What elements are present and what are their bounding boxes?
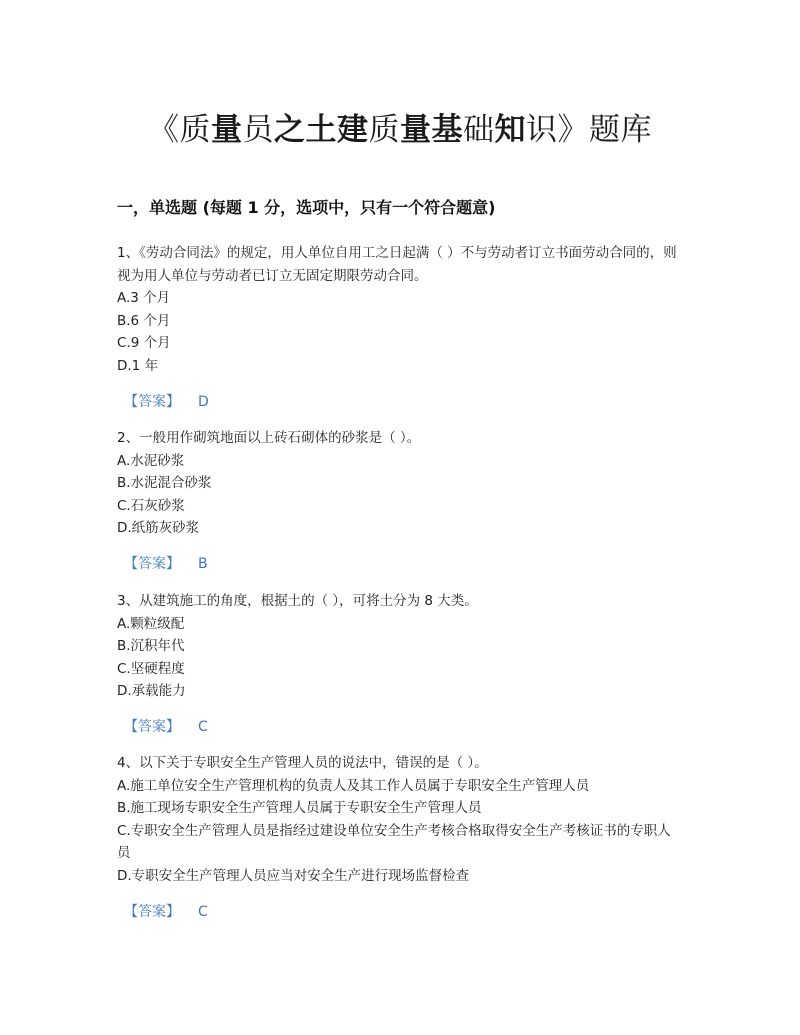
section-heading: 一，单选题 (每题 1 分，选项中，只有一个符合题意) [117, 198, 496, 217]
question-option: B.水泥混合砂浆 [117, 475, 212, 491]
answer-line [124, 901, 208, 923]
question-option: C.坚硬程度 [117, 660, 185, 677]
answer-label: 【答案】 [124, 904, 180, 920]
question-option: C.石灰砂浆 [117, 497, 185, 514]
question-block [117, 242, 682, 377]
answer-value: C [198, 719, 208, 735]
title-part: 之土建 [274, 112, 369, 148]
question-stem: 3、从建筑施工的角度，根据土的（ ），可将土分为 8 大类。 [117, 593, 478, 609]
question-option: D.承载能力 [117, 683, 186, 699]
answer-label: 【答案】 [124, 719, 180, 735]
answer-line [124, 553, 208, 575]
question-option: A.3 个月 [117, 290, 171, 306]
question-option: A.颗粒级配 [117, 615, 185, 632]
question-option: B.施工现场专职安全生产管理人员属于专职安全生产管理人员 [117, 800, 482, 816]
question-stem: 1、《劳动合同法》的规定，用人单位自用工之日起满（ ）不与劳动者订立书面劳动合同的，则视为用人单位与劳动者已订立无固定期限劳动合同。 [117, 245, 677, 284]
answer-value: C [198, 904, 208, 920]
question-option: B.6 个月 [117, 312, 171, 329]
question-stem: 2、一般用作砌筑地面以上砖石砌体的砂浆是（ ）。 [117, 430, 421, 446]
title-part: 《质 [148, 112, 211, 148]
question-option: C.9 个月 [117, 335, 171, 351]
title-part: 知 [494, 112, 526, 148]
document-title [0, 108, 800, 152]
answer-value: D [198, 394, 209, 410]
title-part: 量 [211, 112, 243, 148]
title-part: 质 [368, 112, 400, 148]
title-part: 量基 [400, 112, 463, 148]
title-part: 础 [463, 112, 495, 148]
answer-line [124, 716, 208, 738]
title-part: 识》题库 [526, 112, 652, 148]
question-stem: 4、以下关于专职安全生产管理人员的说法中，错误的是（ ）。 [117, 755, 488, 771]
answer-value: B [198, 556, 208, 572]
question-option: B.沉积年代 [117, 638, 185, 654]
question-block [117, 752, 682, 887]
answer-label: 【答案】 [124, 556, 180, 572]
question-option: A.水泥砂浆 [117, 452, 185, 469]
answer-line [124, 391, 209, 413]
question-block [117, 590, 682, 703]
answer-label: 【答案】 [124, 394, 180, 410]
question-option: D.专职安全生产管理人员应当对安全生产进行现场监督检查 [117, 867, 470, 884]
question-option: C.专职安全生产管理人员是指经过建设单位安全生产考核合格取得安全生产考核证书的专职人员 [117, 822, 671, 861]
question-block [117, 427, 682, 540]
title-part: 员 [242, 112, 274, 148]
question-option: D.纸筋灰砂浆 [117, 520, 200, 536]
question-option: D.1 年 [117, 357, 159, 374]
question-option: A.施工单位安全生产管理机构的负责人及其工作人员属于专职安全生产管理人员 [117, 777, 590, 794]
